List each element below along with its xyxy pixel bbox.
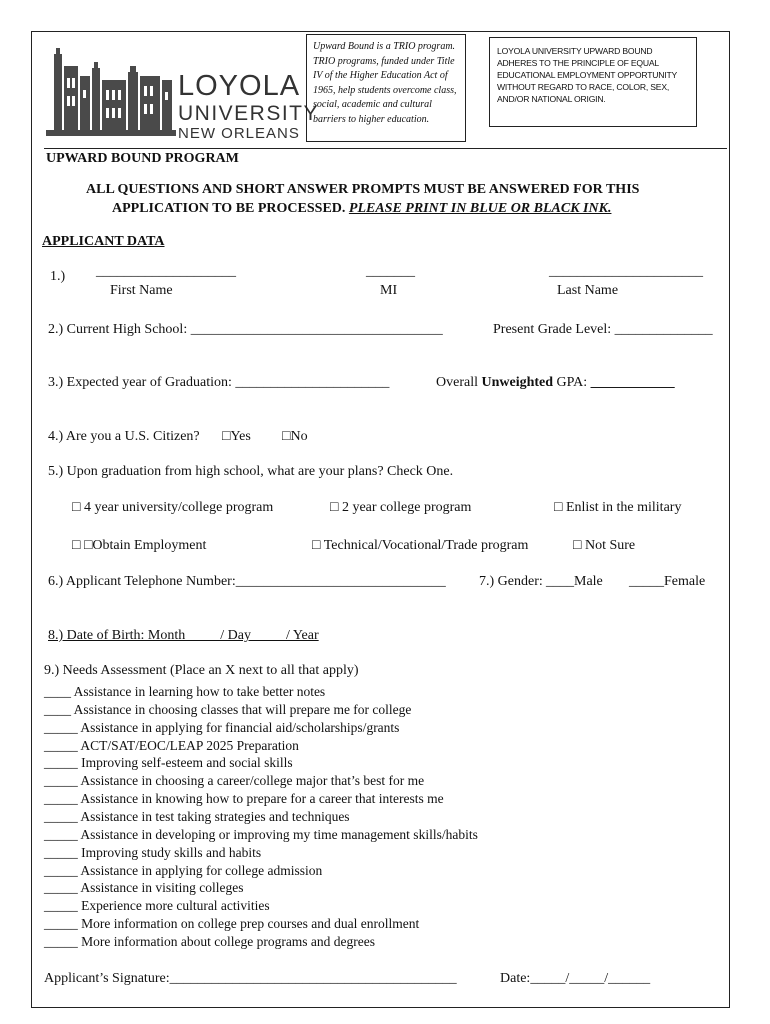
mi-label: MI — [380, 283, 398, 298]
gpa-label-c: GPA: — [553, 375, 591, 390]
program-title: UPWARD BOUND PROGRAM — [46, 151, 239, 166]
equal-opportunity-box: LOYOLA UNIVERSITY UPWARD BOUND ADHERES TO THE PRINCIPLE OF EQUAL EDUCATIONAL EMPLOYMENT OPPORTUNITY WITHOUT REGARD TO RACE, COLOR, SEX, AND/OR NATIONAL ORIGIN. — [489, 37, 697, 127]
needs-item[interactable]: _____ Assistance in developing or improving my time management skills/habits — [44, 826, 478, 842]
graduation-year-field[interactable]: 3.) Expected year of Graduation: ______________________ — [48, 375, 390, 390]
needs-item[interactable]: _____ Assistance in knowing how to prepare for a career that interests me — [44, 791, 444, 807]
needs-item[interactable]: _____ Assistance in applying for financial aid/scholarships/grants — [44, 719, 400, 735]
current-high-school-field[interactable]: 2.) Current High School: ____________________________________ — [48, 322, 443, 337]
needs-item[interactable]: ____ Assistance in learning how to take better notes — [44, 684, 326, 699]
last-name-label: Last Name — [557, 283, 619, 298]
plans-question: 5.) Upon graduation from high school, what are your plans? Check One. — [48, 464, 454, 479]
instructions-text: APPLICATION TO BE PROCESSED. — [112, 201, 346, 216]
gpa-blank: ____________ — [590, 375, 675, 390]
citizen-yes-checkbox[interactable]: □Yes — [222, 429, 251, 444]
plan-employment-checkbox[interactable]: □ □Obtain Employment — [72, 538, 207, 553]
gender-female-field[interactable]: _____Female — [629, 574, 706, 589]
needs-item[interactable]: _____ Improving study skills and habits — [44, 844, 262, 860]
trio-note-box: Upward Bound is a TRIO program. TRIO programs, funded under Title IV of the Higher Education Act of 1965, help students overcome class, social, academic and cultural barriers to higher education. — [306, 34, 466, 142]
gpa-field[interactable] — [436, 375, 675, 391]
first-name-field[interactable]: ____________________ — [96, 264, 236, 279]
instructions-line-1: ALL QUESTIONS AND SHORT ANSWER PROMPTS MUST BE ANSWERED FOR THIS — [86, 182, 640, 197]
first-name-label: First Name — [110, 283, 173, 298]
logo-line-1: LOYOLA — [178, 70, 301, 102]
needs-item[interactable]: _____ ACT/SAT/EOC/LEAP 2025 Preparation — [44, 737, 299, 753]
gpa-label-a: Overall — [436, 375, 482, 390]
date-of-birth-field[interactable]: 8.) Date of Birth: Month / Day / Year — [48, 628, 319, 643]
needs-item[interactable]: _____ Assistance in choosing a career/college major that’s best for me — [44, 773, 425, 789]
logo-line-2: UNIVERSITY — [178, 102, 320, 125]
needs-item[interactable]: _____ Assistance in visiting colleges — [44, 880, 244, 896]
gender-label: 7.) Gender: — [479, 574, 543, 589]
plan-military-checkbox[interactable]: □ Enlist in the military — [554, 500, 682, 515]
logo-line-3: NEW ORLEANS — [178, 125, 300, 142]
needs-item[interactable]: _____ Assistance in test taking strategies and techniques — [44, 808, 350, 824]
plan-not-sure-checkbox[interactable]: □ Not Sure — [573, 538, 636, 553]
grade-level-field[interactable]: Present Grade Level: ______________ — [493, 322, 713, 337]
needs-item[interactable]: _____ Improving self-esteem and social skills — [44, 755, 293, 771]
university-wordmark — [178, 72, 319, 141]
needs-item[interactable]: ____ Assistance in choosing classes that will prepare me for college — [44, 701, 412, 717]
telephone-field[interactable]: 6.) Applicant Telephone Number:______________________________ — [48, 574, 446, 589]
plan-trade-checkbox[interactable]: □ Technical/Vocational/Trade program — [312, 538, 529, 553]
gpa-label-unweighted: Unweighted — [481, 375, 554, 390]
citizen-no-checkbox[interactable]: □No — [282, 429, 308, 444]
plan-2-year-checkbox[interactable]: □ 2 year college program — [330, 500, 472, 515]
needs-item[interactable]: _____ More information on college prep courses and dual enrollment — [44, 916, 420, 932]
needs-item[interactable]: _____ Experience more cultural activities — [44, 898, 270, 914]
section-title: APPLICANT DATA — [42, 234, 165, 249]
gender-male-field[interactable]: ____Male — [546, 574, 603, 589]
middle-initial-field[interactable]: _______ — [366, 264, 415, 279]
needs-item[interactable]: _____ Assistance in applying for college admission — [44, 862, 323, 878]
needs-item[interactable]: _____ More information about college programs and degrees — [44, 933, 376, 949]
citizen-question: 4.) Are you a U.S. Citizen? — [48, 429, 200, 444]
header-divider — [44, 148, 727, 149]
ink-instruction: PLEASE PRINT IN BLUE OR BLACK INK. — [348, 201, 612, 216]
instructions-line-2 — [112, 201, 611, 217]
plan-4-year-checkbox[interactable]: □ 4 year university/college program — [72, 500, 274, 515]
last-name-field[interactable]: ______________________ — [549, 264, 703, 279]
signature-date-field[interactable]: Date:_____/_____/______ — [500, 971, 651, 986]
q1-number: 1.) — [50, 269, 66, 284]
form-border — [31, 31, 730, 1008]
needs-assessment-title: 9.) Needs Assessment (Place an X next to all that apply) — [44, 663, 359, 678]
signature-field[interactable]: Applicant’s Signature:_________________________________________ — [44, 971, 457, 986]
